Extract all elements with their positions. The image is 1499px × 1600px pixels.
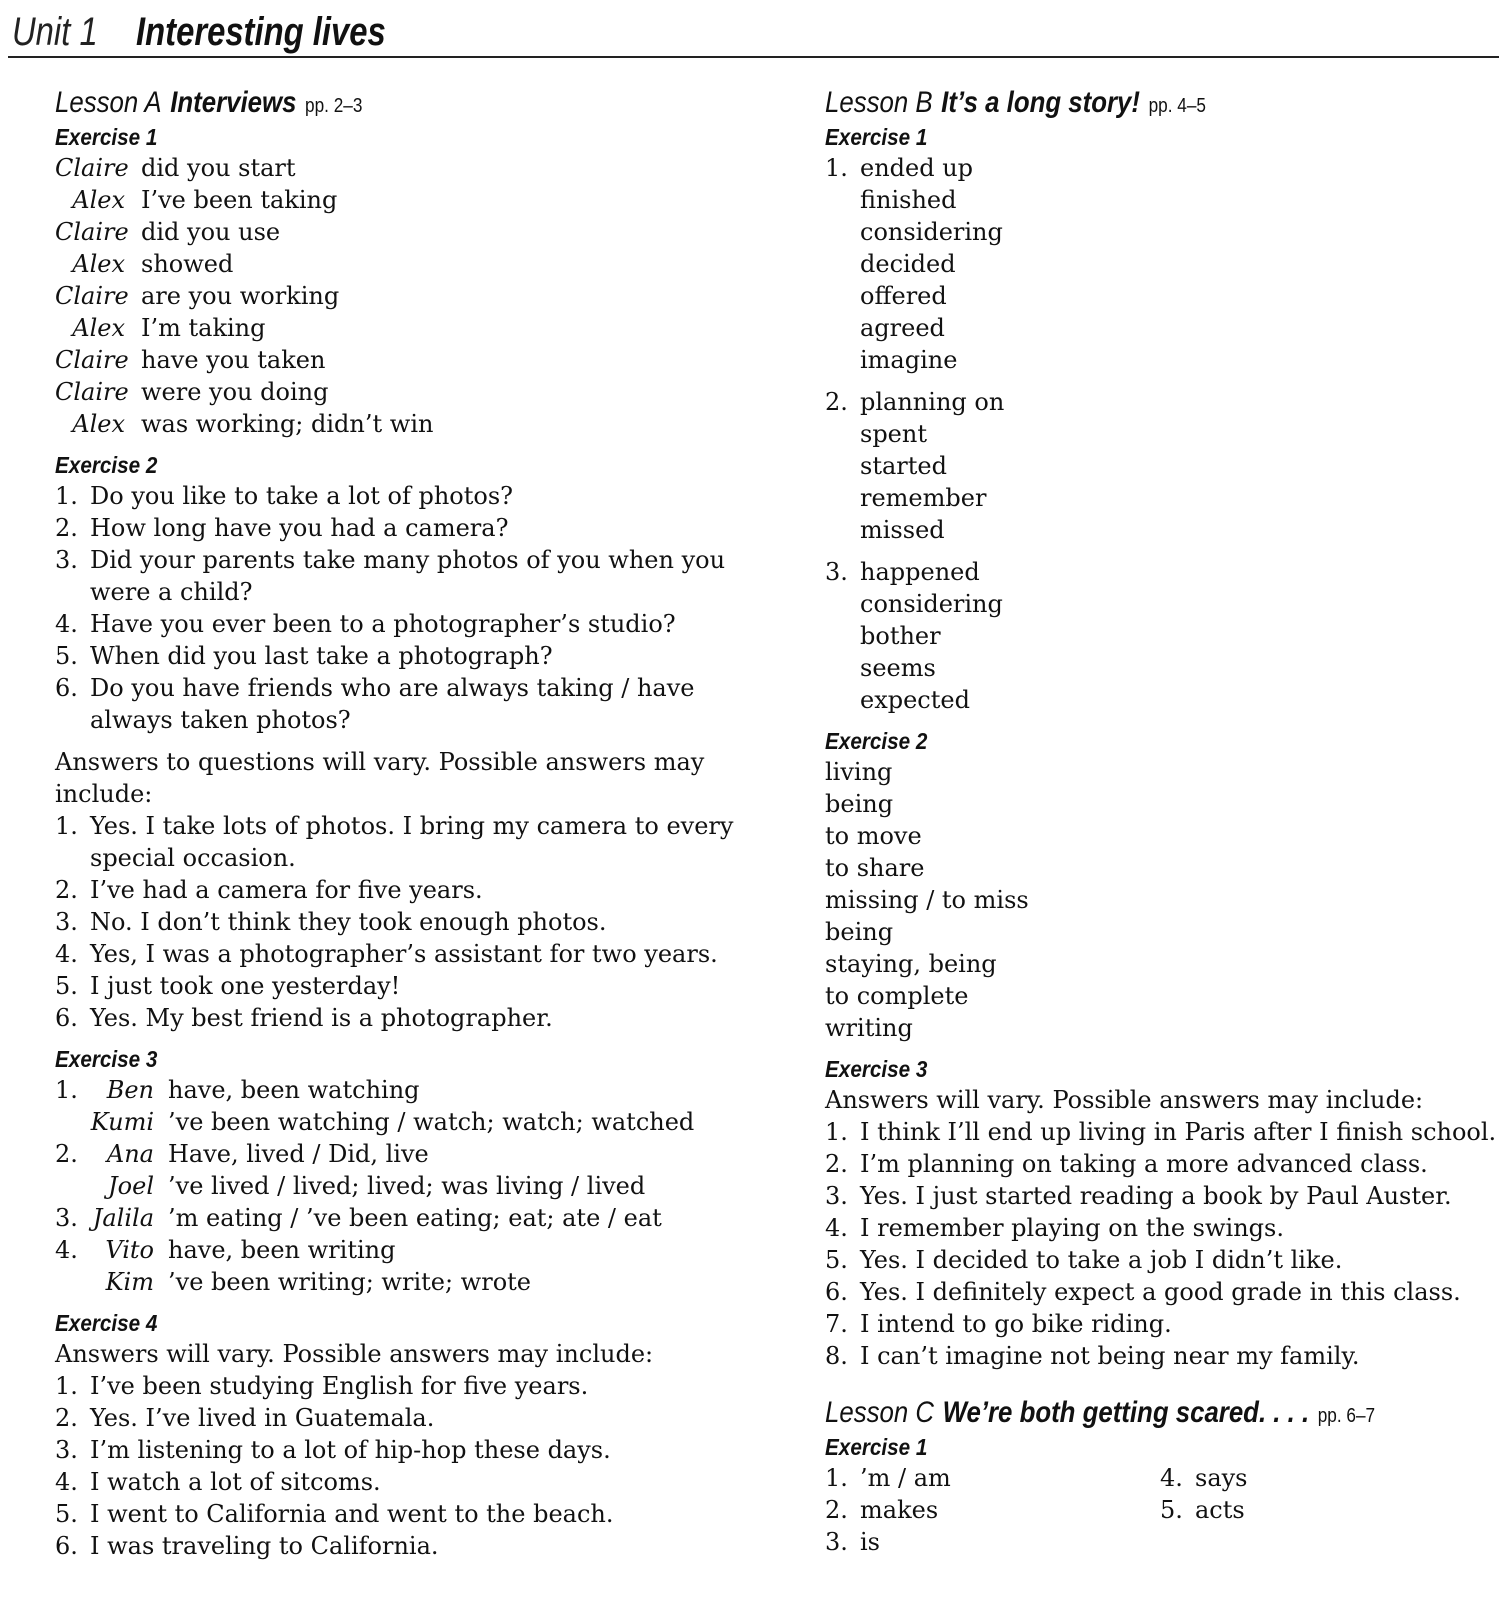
list-item <box>55 810 755 842</box>
list-item <box>825 152 1495 184</box>
list-item <box>55 1466 755 1498</box>
item-text: I’m listening to a lot of hip-hop these days. <box>90 1436 611 1464</box>
item-text: I remember playing on the swings. <box>860 1214 1284 1242</box>
speaker: Claire <box>55 346 129 374</box>
list-item: being <box>825 790 894 818</box>
speaker: Claire <box>55 154 129 182</box>
speaker: Ana <box>106 1140 154 1168</box>
item-number: 6. <box>55 1532 78 1560</box>
item-number: 1. <box>55 1076 78 1104</box>
list-item <box>55 480 755 512</box>
item-number: 2. <box>55 1140 78 1168</box>
item-continuation: were a child? <box>90 578 253 606</box>
answer-text: are you working <box>141 282 340 310</box>
item-number: 2. <box>55 1404 78 1432</box>
answer-text: did you start <box>141 154 296 182</box>
lesson-title: We’re both getting scared. . . . <box>942 1396 1310 1429</box>
list-item <box>55 1002 755 1034</box>
list-item <box>55 1498 755 1530</box>
item-number: 6. <box>55 1004 78 1032</box>
list-item <box>55 512 755 544</box>
speaker: Claire <box>55 378 129 406</box>
item-continuation: offered <box>860 282 947 310</box>
lesson-b-ex1-group <box>825 152 1495 376</box>
list-item <box>55 1234 755 1266</box>
list-item <box>55 874 755 906</box>
dialogue-line <box>55 408 755 440</box>
exercise-heading: Exercise 1 <box>55 124 158 150</box>
item-text: How long have you had a camera? <box>90 514 509 542</box>
lesson-pages: pp. 6–7 <box>1317 1405 1376 1427</box>
item-number: 4. <box>825 1214 848 1242</box>
lesson-label: Lesson C <box>825 1396 935 1429</box>
dialogue-line <box>55 184 755 216</box>
item-number: 5. <box>825 1246 848 1274</box>
list-item <box>825 556 1495 588</box>
unit-title: Interesting lives <box>136 10 386 54</box>
speaker: Jalila <box>92 1204 154 1232</box>
lesson-b-ex3-answers <box>825 1116 1495 1372</box>
answer-column <box>825 1462 951 1558</box>
list-item <box>825 1244 1495 1276</box>
lesson-c-heading <box>825 1394 1401 1432</box>
item-text: is <box>860 1528 880 1556</box>
item-number: 7. <box>825 1310 848 1338</box>
answers-note: Answers to questions will vary. Possible answers may <box>55 748 705 776</box>
item-number: 1. <box>825 1464 848 1492</box>
item-number: 4. <box>1160 1464 1183 1492</box>
answer-column <box>1160 1462 1248 1526</box>
item-number: 3. <box>825 1528 848 1556</box>
item-continuation: started <box>860 452 947 480</box>
item-number: 3. <box>55 908 78 936</box>
list-item <box>825 1116 1495 1148</box>
answer-text: I’m taking <box>141 314 266 342</box>
list-item <box>825 1308 1495 1340</box>
item-text: makes <box>860 1496 939 1524</box>
list-item <box>55 1106 755 1138</box>
item-number: 1. <box>825 1118 848 1146</box>
list-item <box>55 544 755 576</box>
speaker: Joel <box>108 1172 154 1200</box>
list-item <box>55 1266 755 1298</box>
list-item <box>825 386 1495 418</box>
item-continuation: bother <box>860 622 941 650</box>
item-text: I just took one yesterday! <box>90 972 401 1000</box>
item-number: 3. <box>825 1182 848 1210</box>
lesson-label: Lesson B <box>825 86 933 119</box>
item-text: I think I’ll end up living in Paris after I finish school. <box>860 1118 1497 1146</box>
lesson-a-ex4-answers <box>55 1370 755 1562</box>
item-number: 5. <box>55 642 78 670</box>
exercise-heading: Exercise 2 <box>825 728 928 754</box>
item-number: 1. <box>825 154 848 182</box>
answers-note: Answers will vary. Possible answers may include: <box>55 1340 654 1368</box>
list-item <box>55 938 755 970</box>
answer-text: have you taken <box>141 346 326 374</box>
list-item <box>55 1370 755 1402</box>
list-item <box>825 1148 1495 1180</box>
list-item <box>825 1462 951 1494</box>
exercise-heading: Exercise 3 <box>55 1046 158 1072</box>
list-item: to move <box>825 822 922 850</box>
list-item <box>1160 1494 1248 1526</box>
item-text: ’m eating / ’ve been eating; eat; ate / eat <box>168 1204 662 1232</box>
answer-text: did you use <box>141 218 281 246</box>
lesson-pages: pp. 2–3 <box>305 95 363 117</box>
item-text: says <box>1195 1464 1248 1492</box>
list-item <box>825 1526 951 1558</box>
item-text: I watch a lot of sitcoms. <box>90 1468 381 1496</box>
speaker: Ben <box>106 1076 154 1104</box>
lesson-b-heading <box>825 84 1401 122</box>
item-continuation: special occasion. <box>90 844 296 872</box>
item-number: 3. <box>55 1436 78 1464</box>
list-item: missing / to miss <box>825 886 1029 914</box>
item-text: acts <box>1195 1496 1245 1524</box>
list-item <box>55 970 755 1002</box>
item-continuation: imagine <box>860 346 958 374</box>
lesson-a-ex1-list <box>55 152 755 440</box>
dialogue-line <box>55 152 755 184</box>
exercise-heading: Exercise 1 <box>825 1434 928 1460</box>
item-number: 4. <box>55 610 78 638</box>
item-number: 5. <box>55 1500 78 1528</box>
item-text: happened <box>860 558 980 586</box>
answer-text: showed <box>141 250 234 278</box>
item-text: Yes. I definitely expect a good grade in this class. <box>860 1278 1461 1306</box>
dialogue-line <box>55 280 755 312</box>
answer-text: was working; didn’t win <box>141 410 434 438</box>
list-item: staying, being <box>825 950 997 978</box>
item-text: Yes. I’ve lived in Guatemala. <box>90 1404 435 1432</box>
item-number: 2. <box>825 1150 848 1178</box>
lesson-label: Lesson A <box>55 86 162 119</box>
lesson-pages: pp. 4–5 <box>1148 95 1206 117</box>
item-text: I’m planning on taking a more advanced class. <box>860 1150 1428 1178</box>
list-item <box>55 906 755 938</box>
item-number: 2. <box>55 514 78 542</box>
item-continuation: agreed <box>860 314 945 342</box>
list-item <box>825 1276 1495 1308</box>
list-item: to share <box>825 854 925 882</box>
lesson-a-ex2-answers <box>55 810 755 1034</box>
item-continuation: considering <box>860 218 1003 246</box>
item-continuation: missed <box>860 516 945 544</box>
item-number: 1. <box>55 1372 78 1400</box>
list-item <box>55 1434 755 1466</box>
item-continuation: considering <box>860 590 1003 618</box>
item-continuation: finished <box>860 186 957 214</box>
item-text: When did you last take a photograph? <box>90 642 553 670</box>
lesson-b-ex1-group <box>825 556 1495 716</box>
item-text: Yes. I decided to take a job I didn’t like. <box>860 1246 1343 1274</box>
item-continuation: remember <box>860 484 987 512</box>
item-number: 2. <box>825 1496 848 1524</box>
speaker: Claire <box>55 218 129 246</box>
item-text: I can’t imagine not being near my family. <box>860 1342 1360 1370</box>
lesson-title: It’s a long story! <box>941 86 1140 119</box>
lesson-b-ex1-group <box>825 386 1495 546</box>
exercise-heading: Exercise 3 <box>825 1056 928 1082</box>
item-number: 1. <box>55 812 78 840</box>
item-continuation: seems <box>860 654 936 682</box>
list-item: being <box>825 918 894 946</box>
item-text: I intend to go bike riding. <box>860 1310 1172 1338</box>
lesson-c-ex1-list <box>825 1462 1495 1558</box>
item-text: ’ve been watching / watch; watch; watched <box>168 1108 695 1136</box>
item-number: 6. <box>55 674 78 702</box>
item-text: ’ve lived / lived; lived; was living / lived <box>168 1172 646 1200</box>
item-number: 4. <box>55 1468 78 1496</box>
item-text: Yes. My best friend is a photographer. <box>90 1004 553 1032</box>
item-text: Do you like to take a lot of photos? <box>90 482 514 510</box>
unit-label: Unit 1 <box>12 10 98 54</box>
list-item <box>55 608 755 640</box>
answer-text: were you doing <box>141 378 329 406</box>
speaker: Kumi <box>90 1108 154 1136</box>
right-column <box>825 84 1495 1558</box>
lesson-b-ex2-list <box>825 756 1495 1044</box>
list-item <box>55 672 755 704</box>
item-text: ’m / am <box>860 1464 951 1492</box>
list-item <box>1160 1462 1248 1494</box>
dialogue-line <box>55 344 755 376</box>
dialogue-line <box>55 376 755 408</box>
item-continuation: spent <box>860 420 927 448</box>
item-number: 8. <box>825 1342 848 1370</box>
item-text: No. I don’t think they took enough photos. <box>90 908 607 936</box>
item-number: 2. <box>825 388 848 416</box>
list-item: writing <box>825 1014 913 1042</box>
list-item <box>55 640 755 672</box>
list-item <box>825 1212 1495 1244</box>
lesson-a-ex3-list <box>55 1074 755 1298</box>
lesson-a-ex2-questions <box>55 480 755 736</box>
list-item <box>55 1074 755 1106</box>
item-text: I went to California and went to the beach. <box>90 1500 614 1528</box>
dialogue-line <box>55 248 755 280</box>
item-text: have, been watching <box>168 1076 420 1104</box>
list-item <box>825 1494 951 1526</box>
exercise-heading: Exercise 1 <box>825 124 928 150</box>
item-number: 5. <box>1160 1496 1183 1524</box>
item-number: 5. <box>55 972 78 1000</box>
list-item: to complete <box>825 982 969 1010</box>
list-item <box>55 1202 755 1234</box>
item-text: I’ve had a camera for five years. <box>90 876 483 904</box>
item-number: 4. <box>55 1236 78 1264</box>
item-text: have, been writing <box>168 1236 396 1264</box>
item-text: Yes, I was a photographer’s assistant for two years. <box>90 940 718 968</box>
speaker: Alex <box>72 250 125 278</box>
speaker: Alex <box>72 314 125 342</box>
item-continuation: expected <box>860 686 970 714</box>
list-item <box>55 1402 755 1434</box>
speaker: Alex <box>72 186 125 214</box>
item-number: 3. <box>825 558 848 586</box>
list-item <box>55 1170 755 1202</box>
item-text: Have you ever been to a photographer’s studio? <box>90 610 676 638</box>
item-number: 6. <box>825 1278 848 1306</box>
exercise-heading: Exercise 2 <box>55 452 158 478</box>
left-column <box>55 84 755 1562</box>
item-text: Yes. I just started reading a book by Paul Auster. <box>860 1182 1452 1210</box>
exercise-heading: Exercise 4 <box>55 1310 158 1336</box>
answers-note: include: <box>55 780 153 808</box>
item-continuation: always taken photos? <box>90 706 351 734</box>
item-number: 2. <box>55 876 78 904</box>
item-number: 4. <box>55 940 78 968</box>
item-text: ’ve been writing; write; wrote <box>168 1268 531 1296</box>
item-continuation: decided <box>860 250 956 278</box>
item-text: planning on <box>860 388 1005 416</box>
list-item <box>55 1530 755 1562</box>
list-item <box>825 1180 1495 1212</box>
speaker: Vito <box>105 1236 154 1264</box>
list-item <box>825 1340 1495 1372</box>
lesson-title: Interviews <box>170 86 297 119</box>
item-text: Have, lived / Did, live <box>168 1140 429 1168</box>
speaker: Kim <box>105 1268 154 1296</box>
item-text: Did your parents take many photos of you when you <box>90 546 726 574</box>
item-text: Yes. I take lots of photos. I bring my camera to every <box>90 812 734 840</box>
speaker: Alex <box>72 410 125 438</box>
speaker: Claire <box>55 282 129 310</box>
item-number: 1. <box>55 482 78 510</box>
answers-note: Answers will vary. Possible answers may include: <box>825 1086 1424 1114</box>
item-text: Do you have friends who are always taking / have <box>90 674 695 702</box>
dialogue-line <box>55 216 755 248</box>
item-text: ended up <box>860 154 974 182</box>
item-number: 3. <box>55 546 78 574</box>
item-text: I was traveling to California. <box>90 1532 439 1560</box>
list-item: living <box>825 758 893 786</box>
item-text: I’ve been studying English for five years. <box>90 1372 589 1400</box>
list-item <box>55 1138 755 1170</box>
lesson-a-heading <box>55 84 657 122</box>
unit-header <box>8 6 1499 58</box>
dialogue-line <box>55 312 755 344</box>
item-number: 3. <box>55 1204 78 1232</box>
answer-text: I’ve been taking <box>141 186 338 214</box>
